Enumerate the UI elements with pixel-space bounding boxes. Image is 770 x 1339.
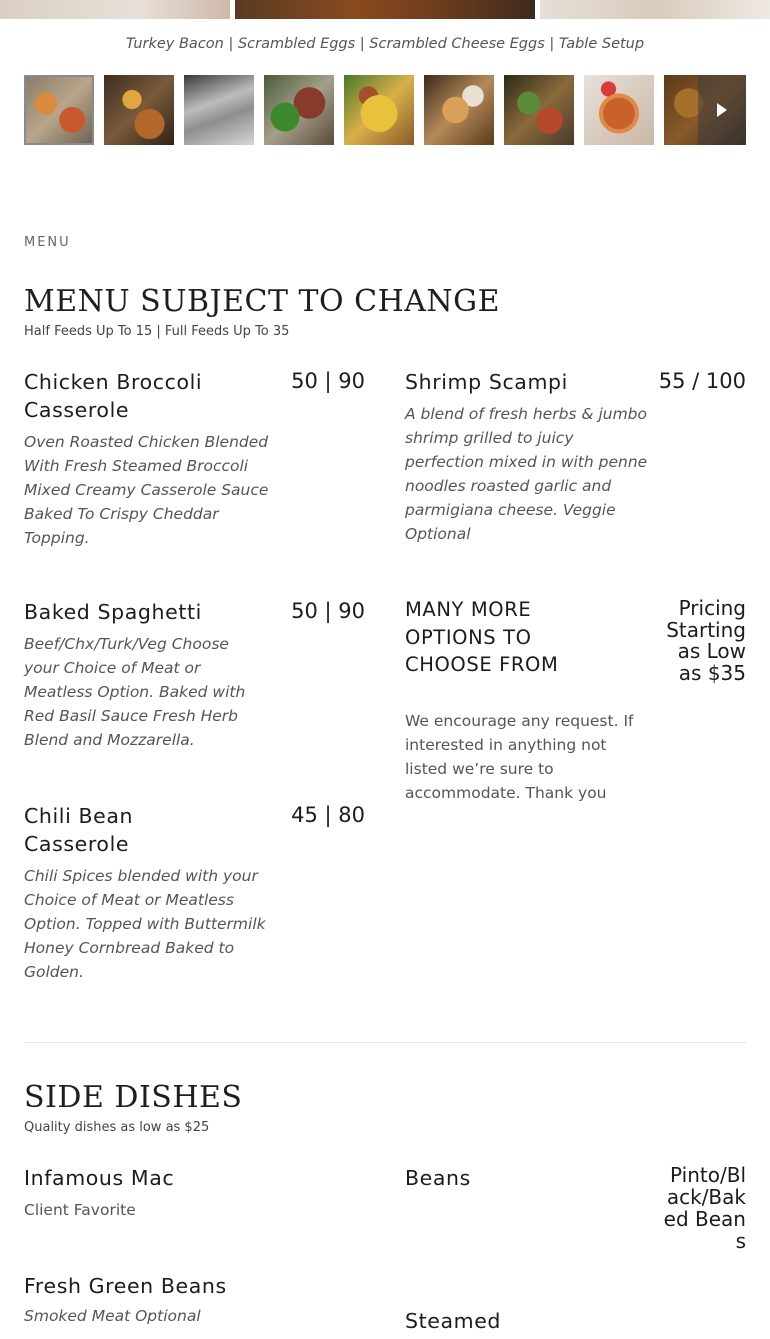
menu-section-title: MENU SUBJECT TO CHANGE	[24, 284, 501, 319]
menu-item-name: MANY MORE OPTIONS TO CHOOSE FROM	[405, 598, 559, 676]
thumbnail[interactable]	[424, 75, 494, 145]
thumbnail-strip	[24, 75, 746, 145]
thumbnail[interactable]	[504, 75, 574, 145]
menu-item	[24, 598, 369, 752]
menu-item-price: 50 | 90	[291, 369, 365, 393]
side-item-name: Steamed	[405, 1309, 502, 1333]
menu-item	[24, 368, 369, 550]
menu-item	[405, 596, 746, 805]
side-item-price: Pinto/Black/Baked Beans	[663, 1163, 746, 1253]
menu-item	[405, 368, 746, 546]
thumbnail[interactable]	[344, 75, 414, 145]
thumbnail[interactable]	[264, 75, 334, 145]
thumbnail[interactable]	[664, 75, 746, 145]
gallery-image[interactable]	[235, 0, 535, 19]
thumbnail[interactable]	[584, 75, 654, 145]
section-divider	[24, 1042, 746, 1043]
menu-section-subtitle: Half Feeds Up To 15 | Full Feeds Up To 35	[24, 324, 290, 339]
side-item	[405, 1163, 746, 1253]
sides-section-title: SIDE DISHES	[24, 1080, 243, 1115]
side-item-name: Fresh Green Beans	[24, 1274, 227, 1298]
side-item	[24, 1272, 369, 1328]
menu-item	[24, 802, 369, 984]
thumbnail[interactable]	[104, 75, 174, 145]
side-item	[24, 1164, 369, 1222]
side-item	[405, 1307, 746, 1335]
menu-item-description: A blend of fresh herbs & jumbo shrimp grilled to juicy perfection mixed in with penne noodles roasted garlic and parmigiana cheese. Veggie Optional	[405, 405, 648, 543]
side-item-description: Client Favorite	[24, 1201, 136, 1219]
menu-item-name: Shrimp Scampi	[405, 370, 568, 394]
thumbnail[interactable]	[24, 75, 94, 145]
menu-item-name: Baked Spaghetti	[24, 600, 202, 624]
side-item-name: Infamous Mac	[24, 1166, 175, 1190]
menu-item-description: Beef/Chx/Turk/Veg Choose your Choice of Meat or Meatless Option. Baked with Red Basil Sauce Fresh Herb Blend and Mozzarella.	[24, 635, 246, 749]
menu-item-description: Chili Spices blended with your Choice of Meat or Meatless Option. Topped with Buttermilk Honey Cornbread Baked to Golden.	[24, 867, 266, 981]
side-item-name: Beans	[405, 1166, 471, 1190]
menu-item-price: 50 | 90	[291, 599, 365, 623]
top-image-strip	[0, 0, 770, 19]
menu-item-name: Chicken Broccoli Casserole	[24, 370, 203, 422]
menu-item-description: Oven Roasted Chicken Blended With Fresh Steamed Broccoli Mixed Creamy Casserole Sauce Baked To Crispy Cheddar Topping.	[24, 433, 269, 547]
sides-section-subtitle: Quality dishes as low as $25	[24, 1120, 210, 1135]
side-item-description: Smoked Meat Optional	[24, 1307, 201, 1325]
gallery-image[interactable]	[540, 0, 770, 19]
gallery-image[interactable]	[0, 0, 230, 19]
section-eyebrow: MENU	[24, 235, 71, 250]
menu-item-price: 45 | 80	[291, 803, 365, 827]
chevron-right-icon	[716, 102, 728, 118]
gallery-caption: Turkey Bacon | Scrambled Eggs | Scrambled Cheese Eggs | Table Setup	[125, 36, 645, 52]
thumbnail[interactable]	[184, 75, 254, 145]
menu-item-price: 55 / 100	[658, 369, 746, 393]
next-arrow-button[interactable]	[698, 75, 746, 145]
menu-item-description: We encourage any request. If interested in anything not listed we’re sure to accommodate. Thank you	[405, 711, 634, 802]
menu-item-price: Pricing Starting as Low as $35	[666, 596, 746, 685]
menu-item-name: Chili Bean Casserole	[24, 804, 134, 856]
